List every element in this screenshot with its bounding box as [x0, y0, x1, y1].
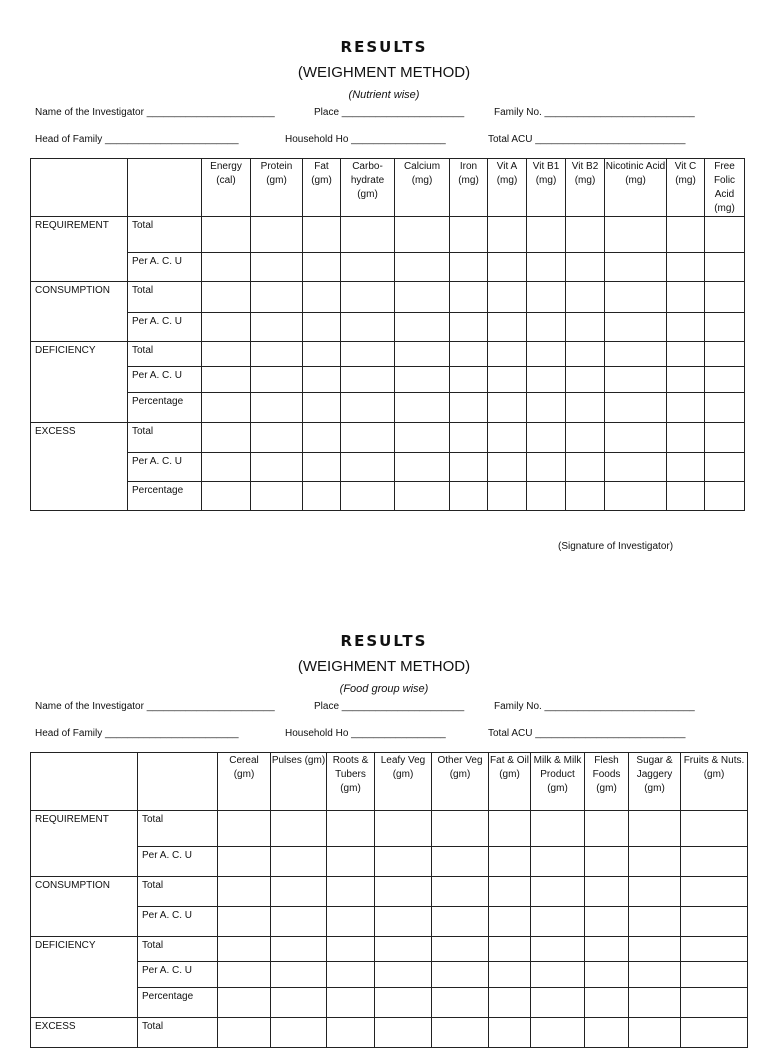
- value-cell[interactable]: [531, 811, 585, 847]
- value-cell[interactable]: [375, 937, 432, 962]
- row-group-label: EXCESS: [31, 1018, 138, 1048]
- row-label: Percentage: [138, 988, 218, 1018]
- header-blank-cell: [138, 753, 218, 811]
- value-cell[interactable]: [527, 482, 566, 511]
- value-cell[interactable]: [375, 877, 432, 907]
- table-row: [31, 217, 745, 253]
- signature-label: (Signature of Investigator): [558, 541, 674, 552]
- row-label: Percentage: [128, 482, 202, 511]
- value-cell[interactable]: [432, 907, 489, 937]
- total-acu-field: Total ACU ___________________________: [488, 728, 686, 739]
- value-cell[interactable]: [303, 253, 341, 282]
- value-cell[interactable]: [327, 937, 375, 962]
- value-cell[interactable]: [629, 907, 681, 937]
- value-cell[interactable]: [705, 423, 745, 453]
- table-header-row: [31, 753, 748, 811]
- value-cell[interactable]: [202, 217, 251, 253]
- row-label: Percentage: [128, 393, 202, 423]
- value-cell[interactable]: [585, 988, 629, 1018]
- value-cell[interactable]: [303, 342, 341, 367]
- column-header: Milk & Milk Product (gm): [531, 753, 585, 811]
- row-group-label: CONSUMPTION: [31, 877, 138, 937]
- value-cell[interactable]: [395, 217, 450, 253]
- value-cell[interactable]: [341, 367, 395, 393]
- column-header: Iron (mg): [450, 159, 488, 217]
- value-cell[interactable]: [341, 342, 395, 367]
- row-label: Per A. C. U: [128, 313, 202, 342]
- value-cell[interactable]: [202, 342, 251, 367]
- column-header: Vit C (mg): [667, 159, 705, 217]
- value-cell[interactable]: [432, 962, 489, 988]
- column-header: Free Folic Acid (mg): [705, 159, 745, 217]
- column-header: Calcium (mg): [395, 159, 450, 217]
- section2-title: RESULTS: [340, 632, 428, 650]
- value-cell[interactable]: [681, 1018, 748, 1048]
- value-cell[interactable]: [202, 282, 251, 313]
- value-cell[interactable]: [341, 313, 395, 342]
- value-cell[interactable]: [450, 282, 488, 313]
- column-header: Pulses (gm): [271, 753, 327, 811]
- value-cell[interactable]: [605, 393, 667, 423]
- value-cell[interactable]: [202, 423, 251, 453]
- column-header: Other Veg (gm): [432, 753, 489, 811]
- value-cell[interactable]: [395, 253, 450, 282]
- value-cell[interactable]: [202, 393, 251, 423]
- value-cell[interactable]: [341, 253, 395, 282]
- value-cell[interactable]: [450, 367, 488, 393]
- value-cell[interactable]: [327, 962, 375, 988]
- value-cell[interactable]: [251, 217, 303, 253]
- value-cell[interactable]: [489, 847, 531, 877]
- table-row: [31, 423, 745, 453]
- value-cell[interactable]: [667, 367, 705, 393]
- value-cell[interactable]: [303, 217, 341, 253]
- value-cell[interactable]: [251, 313, 303, 342]
- value-cell[interactable]: [527, 453, 566, 482]
- value-cell[interactable]: [585, 937, 629, 962]
- food-group-results-table: [30, 752, 748, 1048]
- section2-note: (Food group wise): [339, 683, 429, 695]
- household-field: Household Ho _________________: [285, 134, 446, 145]
- value-cell[interactable]: [303, 423, 341, 453]
- value-cell[interactable]: [489, 937, 531, 962]
- table-row: [31, 1018, 748, 1048]
- value-cell[interactable]: [488, 482, 527, 511]
- table-row: [31, 282, 745, 313]
- value-cell[interactable]: [251, 253, 303, 282]
- value-cell[interactable]: [681, 962, 748, 988]
- value-cell[interactable]: [218, 962, 271, 988]
- value-cell[interactable]: [488, 393, 527, 423]
- section1-subtitle: (WEIGHMENT METHOD): [297, 64, 471, 81]
- value-cell[interactable]: [303, 453, 341, 482]
- value-cell[interactable]: [667, 217, 705, 253]
- value-cell[interactable]: [527, 282, 566, 313]
- value-cell[interactable]: [527, 393, 566, 423]
- value-cell[interactable]: [605, 253, 667, 282]
- value-cell[interactable]: [450, 253, 488, 282]
- table-row: [31, 342, 745, 367]
- value-cell[interactable]: [488, 217, 527, 253]
- value-cell[interactable]: [341, 217, 395, 253]
- value-cell[interactable]: [488, 453, 527, 482]
- value-cell[interactable]: [681, 847, 748, 877]
- value-cell[interactable]: [531, 962, 585, 988]
- row-label: Total: [128, 217, 202, 253]
- table-body-section2: [31, 811, 748, 1048]
- value-cell[interactable]: [327, 847, 375, 877]
- value-cell[interactable]: [566, 342, 605, 367]
- value-cell[interactable]: [327, 988, 375, 1018]
- column-header: Protein (gm): [251, 159, 303, 217]
- value-cell[interactable]: [705, 453, 745, 482]
- value-cell[interactable]: [488, 342, 527, 367]
- value-cell[interactable]: [271, 811, 327, 847]
- row-group-label: EXCESS: [31, 423, 128, 511]
- value-cell[interactable]: [585, 847, 629, 877]
- value-cell[interactable]: [489, 907, 531, 937]
- value-cell[interactable]: [566, 253, 605, 282]
- value-cell[interactable]: [218, 1018, 271, 1048]
- value-cell[interactable]: [218, 988, 271, 1018]
- table-row: [31, 847, 748, 877]
- value-cell[interactable]: [566, 482, 605, 511]
- value-cell[interactable]: [705, 393, 745, 423]
- value-cell[interactable]: [667, 282, 705, 313]
- value-cell[interactable]: [432, 1018, 489, 1048]
- value-cell[interactable]: [395, 423, 450, 453]
- value-cell[interactable]: [566, 453, 605, 482]
- value-cell[interactable]: [375, 962, 432, 988]
- value-cell[interactable]: [251, 482, 303, 511]
- column-header: Vit B2 (mg): [566, 159, 605, 217]
- column-header: Vit B1 (mg): [527, 159, 566, 217]
- value-cell[interactable]: [218, 937, 271, 962]
- value-cell[interactable]: [202, 482, 251, 511]
- column-header: Sugar & Jaggery (gm): [629, 753, 681, 811]
- value-cell[interactable]: [450, 342, 488, 367]
- row-label: Per A. C. U: [138, 907, 218, 937]
- value-cell[interactable]: [527, 217, 566, 253]
- value-cell[interactable]: [605, 453, 667, 482]
- table-body-section1: [31, 217, 745, 511]
- column-header: Vit A (mg): [488, 159, 527, 217]
- value-cell[interactable]: [341, 482, 395, 511]
- row-label: Total: [128, 423, 202, 453]
- total-acu-field: Total ACU ___________________________: [488, 134, 686, 145]
- table-row: [31, 367, 745, 393]
- head-of-family-field: Head of Family ________________________: [35, 134, 239, 145]
- table-row: [31, 253, 745, 282]
- value-cell[interactable]: [629, 988, 681, 1018]
- value-cell[interactable]: [531, 1018, 585, 1048]
- section1-title: RESULTS: [340, 38, 428, 56]
- value-cell[interactable]: [450, 453, 488, 482]
- value-cell[interactable]: [531, 907, 585, 937]
- value-cell[interactable]: [432, 847, 489, 877]
- table-row: [31, 313, 745, 342]
- table-row: [31, 453, 745, 482]
- value-cell[interactable]: [375, 811, 432, 847]
- value-cell[interactable]: [341, 453, 395, 482]
- value-cell[interactable]: [705, 282, 745, 313]
- value-cell[interactable]: [527, 342, 566, 367]
- value-cell[interactable]: [667, 253, 705, 282]
- value-cell[interactable]: [629, 962, 681, 988]
- value-cell[interactable]: [395, 367, 450, 393]
- value-cell[interactable]: [450, 393, 488, 423]
- value-cell[interactable]: [271, 877, 327, 907]
- table-row: [31, 811, 748, 847]
- header-blank-cell: [31, 753, 138, 811]
- row-group-label: CONSUMPTION: [31, 282, 128, 342]
- column-header: Fat (gm): [303, 159, 341, 217]
- column-header: Carbo- hydrate (gm): [341, 159, 395, 217]
- row-label: Total: [138, 1018, 218, 1048]
- value-cell[interactable]: [202, 253, 251, 282]
- value-cell[interactable]: [395, 482, 450, 511]
- value-cell[interactable]: [527, 253, 566, 282]
- investigator-field: Name of the Investigator _______________________: [35, 701, 275, 712]
- value-cell[interactable]: [566, 367, 605, 393]
- table-row: [31, 937, 748, 962]
- value-cell[interactable]: [251, 342, 303, 367]
- value-cell[interactable]: [585, 1018, 629, 1048]
- value-cell[interactable]: [218, 907, 271, 937]
- value-cell[interactable]: [450, 217, 488, 253]
- column-header: Leafy Veg (gm): [375, 753, 432, 811]
- row-label: Total: [138, 877, 218, 907]
- value-cell[interactable]: [667, 453, 705, 482]
- column-header: Nicotinic Acid (mg): [605, 159, 667, 217]
- value-cell[interactable]: [489, 1018, 531, 1048]
- value-cell[interactable]: [705, 342, 745, 367]
- row-group-label: DEFICIENCY: [31, 342, 128, 423]
- value-cell[interactable]: [395, 453, 450, 482]
- row-group-label: REQUIREMENT: [31, 217, 128, 282]
- row-group-label: DEFICIENCY: [31, 937, 138, 1018]
- value-cell[interactable]: [395, 393, 450, 423]
- value-cell[interactable]: [488, 282, 527, 313]
- row-label: Per A. C. U: [128, 253, 202, 282]
- table-row: [31, 393, 745, 423]
- value-cell[interactable]: [605, 482, 667, 511]
- column-header: Fruits & Nuts. (gm): [681, 753, 748, 811]
- investigator-field: Name of the Investigator _______________________: [35, 107, 275, 118]
- value-cell[interactable]: [375, 1018, 432, 1048]
- value-cell[interactable]: [566, 423, 605, 453]
- family-no-field: Family No. ___________________________: [494, 107, 695, 118]
- value-cell[interactable]: [432, 811, 489, 847]
- value-cell[interactable]: [489, 962, 531, 988]
- value-cell[interactable]: [605, 282, 667, 313]
- value-cell[interactable]: [531, 937, 585, 962]
- value-cell[interactable]: [375, 847, 432, 877]
- value-cell[interactable]: [202, 453, 251, 482]
- row-label: Per A. C. U: [138, 847, 218, 877]
- value-cell[interactable]: [341, 393, 395, 423]
- value-cell[interactable]: [605, 367, 667, 393]
- value-cell[interactable]: [705, 367, 745, 393]
- value-cell[interactable]: [629, 811, 681, 847]
- value-cell[interactable]: [531, 988, 585, 1018]
- value-cell[interactable]: [271, 988, 327, 1018]
- value-cell[interactable]: [432, 937, 489, 962]
- table-row: [31, 877, 748, 907]
- value-cell[interactable]: [527, 423, 566, 453]
- column-header: Energy (cal): [202, 159, 251, 217]
- row-label: Per A. C. U: [138, 962, 218, 988]
- value-cell[interactable]: [681, 988, 748, 1018]
- row-label: Total: [138, 937, 218, 962]
- value-cell[interactable]: [667, 342, 705, 367]
- row-group-label: REQUIREMENT: [31, 811, 138, 877]
- value-cell[interactable]: [327, 907, 375, 937]
- value-cell[interactable]: [395, 342, 450, 367]
- value-cell[interactable]: [531, 847, 585, 877]
- value-cell[interactable]: [488, 423, 527, 453]
- value-cell[interactable]: [585, 877, 629, 907]
- place-field: Place ______________________: [314, 701, 465, 712]
- value-cell[interactable]: [327, 1018, 375, 1048]
- value-cell[interactable]: [705, 253, 745, 282]
- row-label: Per A. C. U: [128, 367, 202, 393]
- value-cell[interactable]: [450, 482, 488, 511]
- value-cell[interactable]: [271, 1018, 327, 1048]
- value-cell[interactable]: [705, 217, 745, 253]
- value-cell[interactable]: [629, 1018, 681, 1048]
- table-row: [31, 482, 745, 511]
- value-cell[interactable]: [341, 282, 395, 313]
- value-cell[interactable]: [488, 367, 527, 393]
- section1-note: (Nutrient wise): [348, 89, 420, 101]
- household-field: Household Ho _________________: [285, 728, 446, 739]
- value-cell[interactable]: [432, 988, 489, 1018]
- column-header: Cereal (gm): [218, 753, 271, 811]
- value-cell[interactable]: [566, 282, 605, 313]
- value-cell[interactable]: [667, 393, 705, 423]
- value-cell[interactable]: [667, 313, 705, 342]
- value-cell[interactable]: [251, 423, 303, 453]
- column-header: Fat & Oil (gm): [489, 753, 531, 811]
- value-cell[interactable]: [629, 937, 681, 962]
- value-cell[interactable]: [566, 217, 605, 253]
- value-cell[interactable]: [271, 962, 327, 988]
- table-row: [31, 907, 748, 937]
- value-cell[interactable]: [218, 811, 271, 847]
- value-cell[interactable]: [303, 282, 341, 313]
- value-cell[interactable]: [531, 877, 585, 907]
- value-cell[interactable]: [488, 253, 527, 282]
- value-cell[interactable]: [251, 453, 303, 482]
- value-cell[interactable]: [218, 877, 271, 907]
- value-cell[interactable]: [202, 367, 251, 393]
- value-cell[interactable]: [705, 313, 745, 342]
- value-cell[interactable]: [341, 423, 395, 453]
- row-label: Total: [128, 342, 202, 367]
- value-cell[interactable]: [375, 988, 432, 1018]
- column-header: Roots & Tubers (gm): [327, 753, 375, 811]
- head-of-family-field: Head of Family ________________________: [35, 728, 239, 739]
- value-cell[interactable]: [432, 877, 489, 907]
- row-label: Total: [128, 282, 202, 313]
- value-cell[interactable]: [605, 423, 667, 453]
- value-cell[interactable]: [251, 367, 303, 393]
- value-cell[interactable]: [488, 313, 527, 342]
- header-blank-cell: [128, 159, 202, 217]
- value-cell[interactable]: [271, 847, 327, 877]
- value-cell[interactable]: [667, 482, 705, 511]
- value-cell[interactable]: [489, 877, 531, 907]
- value-cell[interactable]: [681, 877, 748, 907]
- row-label: Per A. C. U: [128, 453, 202, 482]
- value-cell[interactable]: [303, 482, 341, 511]
- value-cell[interactable]: [303, 393, 341, 423]
- value-cell[interactable]: [566, 393, 605, 423]
- value-cell[interactable]: [681, 937, 748, 962]
- value-cell[interactable]: [585, 962, 629, 988]
- table-row: [31, 988, 748, 1018]
- value-cell[interactable]: [303, 313, 341, 342]
- value-cell[interactable]: [585, 811, 629, 847]
- value-cell[interactable]: [251, 282, 303, 313]
- value-cell[interactable]: [271, 937, 327, 962]
- value-cell[interactable]: [605, 342, 667, 367]
- section2-subtitle: (WEIGHMENT METHOD): [297, 658, 471, 675]
- value-cell[interactable]: [605, 313, 667, 342]
- row-label: Total: [138, 811, 218, 847]
- value-cell[interactable]: [218, 847, 271, 877]
- value-cell[interactable]: [629, 877, 681, 907]
- value-cell[interactable]: [327, 877, 375, 907]
- value-cell[interactable]: [566, 313, 605, 342]
- value-cell[interactable]: [629, 847, 681, 877]
- value-cell[interactable]: [202, 313, 251, 342]
- table-row: [31, 962, 748, 988]
- header-blank-cell: [31, 159, 128, 217]
- value-cell[interactable]: [489, 811, 531, 847]
- value-cell[interactable]: [489, 988, 531, 1018]
- value-cell[interactable]: [303, 367, 341, 393]
- place-field: Place ______________________: [314, 107, 465, 118]
- table-header-row: [31, 159, 745, 217]
- family-no-field: Family No. ___________________________: [494, 701, 695, 712]
- value-cell[interactable]: [527, 367, 566, 393]
- nutrient-results-table: [30, 158, 745, 511]
- value-cell[interactable]: [375, 907, 432, 937]
- value-cell[interactable]: [450, 313, 488, 342]
- value-cell[interactable]: [667, 423, 705, 453]
- value-cell[interactable]: [450, 423, 488, 453]
- value-cell[interactable]: [605, 217, 667, 253]
- value-cell[interactable]: [705, 482, 745, 511]
- value-cell[interactable]: [327, 811, 375, 847]
- value-cell[interactable]: [681, 811, 748, 847]
- value-cell[interactable]: [395, 282, 450, 313]
- value-cell[interactable]: [585, 907, 629, 937]
- value-cell[interactable]: [395, 313, 450, 342]
- column-header: Flesh Foods (gm): [585, 753, 629, 811]
- value-cell[interactable]: [251, 393, 303, 423]
- value-cell[interactable]: [271, 907, 327, 937]
- value-cell[interactable]: [527, 313, 566, 342]
- value-cell[interactable]: [681, 907, 748, 937]
